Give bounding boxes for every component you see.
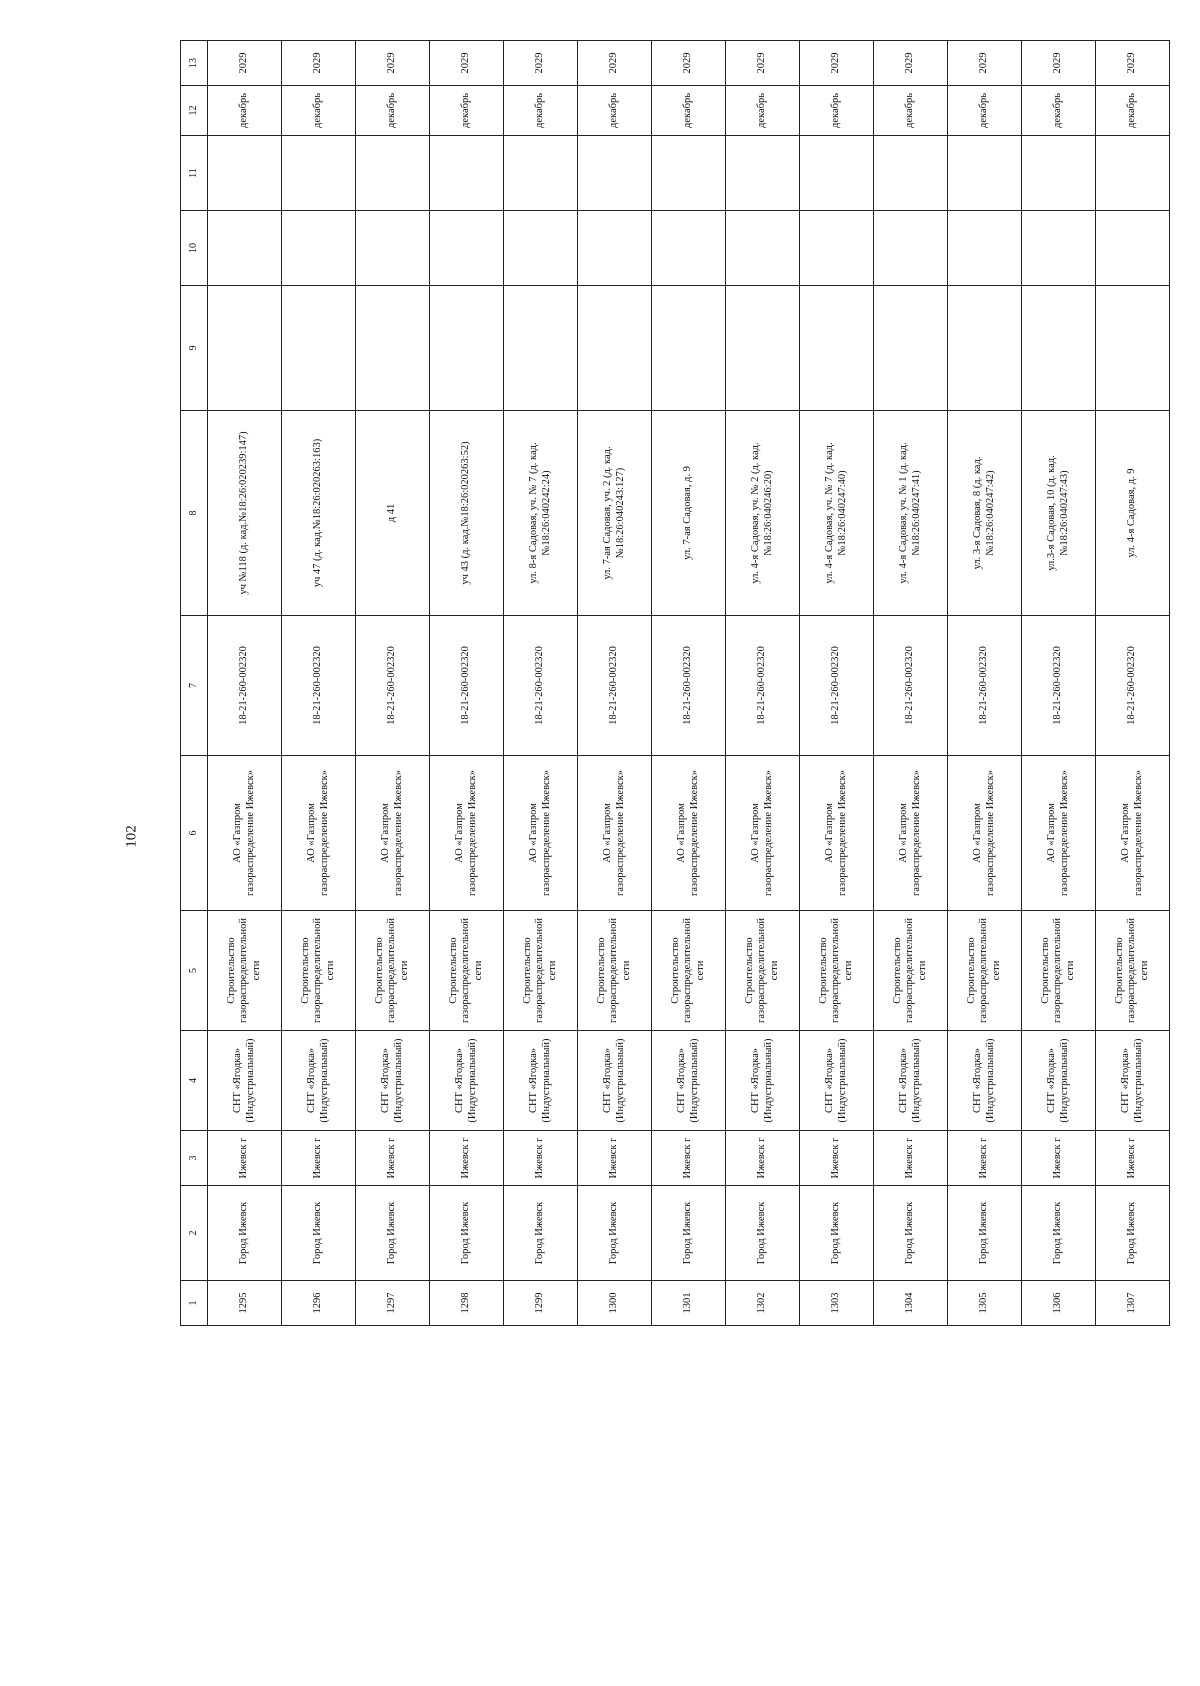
table-cell-col-5: Строительство газораспределительной сети [652, 911, 726, 1031]
table-cell-col-9 [1096, 286, 1170, 411]
table-cell-col-13: 2029 [800, 41, 874, 86]
column-header-8: 8 [181, 411, 208, 616]
table-cell-col-5: Строительство газораспределительной сети [1022, 911, 1096, 1031]
table-cell-col-2: Город Ижевск [430, 1186, 504, 1281]
table-cell-col-2: Город Ижевск [948, 1186, 1022, 1281]
table-cell-col-9 [948, 286, 1022, 411]
table-cell-col-5: Строительство газораспределительной сети [504, 911, 578, 1031]
table-cell-col-2: Город Ижевск [504, 1186, 578, 1281]
table-cell-col-6: АО «Газпром газораспределение Ижевск» [208, 756, 282, 911]
table-cell-col-3: Ижевск г [1096, 1131, 1170, 1186]
table-cell-col-8: ул. 8-я Садовая, уч. № 7 (д. кад.№18:26:040242:24) [504, 411, 578, 616]
table-cell-col-6: АО «Газпром газораспределение Ижевск» [282, 756, 356, 911]
table-cell-col-8: уч 47 (д. кад.№18:26:020263:163) [282, 411, 356, 616]
table-cell-col-11 [282, 136, 356, 211]
table-cell-col-4: СНТ «Ягодка» (Индустриальный) [800, 1031, 874, 1131]
table-cell-col-7: 18-21-260-002320 [578, 616, 652, 756]
table-cell-col-3: Ижевск г [282, 1131, 356, 1186]
table-cell-col-6: АО «Газпром газораспределение Ижевск» [430, 756, 504, 911]
table-cell-col-8: ул. 3-я Садовая, 8 (д. кад.№18:26:040247:42) [948, 411, 1022, 616]
table-cell-col-7: 18-21-260-002320 [800, 616, 874, 756]
table-cell-col-1: 1306 [1022, 1281, 1096, 1326]
table-cell-col-10 [1022, 211, 1096, 286]
table-cell-col-1: 1307 [1096, 1281, 1170, 1326]
table-cell-col-8: ул. 4-я Садовая, д. 9 [1096, 411, 1170, 616]
table-cell-col-4: СНТ «Ягодка» (Индустриальный) [504, 1031, 578, 1131]
table-cell-col-11 [800, 136, 874, 211]
table-cell-col-3: Ижевск г [430, 1131, 504, 1186]
table-cell-col-5: Строительство газораспределительной сети [356, 911, 430, 1031]
column-header-1: 1 [181, 1281, 208, 1326]
table-cell-col-13: 2029 [948, 41, 1022, 86]
table-cell-col-1: 1297 [356, 1281, 430, 1326]
table-cell-col-2: Город Ижевск [652, 1186, 726, 1281]
table-cell-col-7: 18-21-260-002320 [504, 616, 578, 756]
table-cell-col-12: декабрь [726, 86, 800, 136]
table-row [948, 41, 1022, 1326]
table-cell-col-8: ул. 7-ая Садовая, д. 9 [652, 411, 726, 616]
table-cell-col-6: АО «Газпром газораспределение Ижевск» [652, 756, 726, 911]
table-cell-col-3: Ижевск г [578, 1131, 652, 1186]
table-cell-col-4: СНТ «Ягодка» (Индустриальный) [282, 1031, 356, 1131]
table-cell-col-5: Строительство газораспределительной сети [578, 911, 652, 1031]
table-cell-col-11 [874, 136, 948, 211]
table-row [652, 41, 726, 1326]
table-cell-col-3: Ижевск г [874, 1131, 948, 1186]
table-cell-col-9 [652, 286, 726, 411]
table-cell-col-4: СНТ «Ягодка» (Индустриальный) [578, 1031, 652, 1131]
table-cell-col-12: декабрь [578, 86, 652, 136]
table-cell-col-13: 2029 [356, 41, 430, 86]
table-cell-col-13: 2029 [504, 41, 578, 86]
table-cell-col-5: Строительство газораспределительной сети [208, 911, 282, 1031]
table-cell-col-2: Город Ижевск [874, 1186, 948, 1281]
table-cell-col-12: декабрь [1096, 86, 1170, 136]
table-cell-col-3: Ижевск г [1022, 1131, 1096, 1186]
table-row [504, 41, 578, 1326]
column-header-10: 10 [181, 211, 208, 286]
column-header-5: 5 [181, 911, 208, 1031]
table-cell-col-7: 18-21-260-002320 [726, 616, 800, 756]
table-row [874, 41, 948, 1326]
table-cell-col-13: 2029 [874, 41, 948, 86]
table-cell-col-10 [282, 211, 356, 286]
table-cell-col-9 [578, 286, 652, 411]
table-row [1022, 41, 1096, 1326]
table-cell-col-1: 1295 [208, 1281, 282, 1326]
table-cell-col-3: Ижевск г [800, 1131, 874, 1186]
header-row [181, 41, 208, 1326]
table-cell-col-11 [652, 136, 726, 211]
table-cell-col-12: декабрь [282, 86, 356, 136]
table-container [180, 52, 1150, 1326]
column-header-6: 6 [181, 756, 208, 911]
table-cell-col-4: СНТ «Ягодка» (Индустриальный) [948, 1031, 1022, 1131]
table-row [800, 41, 874, 1326]
table-cell-col-5: Строительство газораспределительной сети [1096, 911, 1170, 1031]
table-cell-col-2: Город Ижевск [726, 1186, 800, 1281]
table-cell-col-10 [578, 211, 652, 286]
table-cell-col-9 [1022, 286, 1096, 411]
table-cell-col-12: декабрь [800, 86, 874, 136]
table-cell-col-13: 2029 [578, 41, 652, 86]
table-cell-col-7: 18-21-260-002320 [208, 616, 282, 756]
table-cell-col-2: Город Ижевск [1096, 1186, 1170, 1281]
table-cell-col-9 [726, 286, 800, 411]
table-row [208, 41, 282, 1326]
table-cell-col-8: уч №118 (д. кад.№18:26:020239:147) [208, 411, 282, 616]
table-cell-col-1: 1299 [504, 1281, 578, 1326]
column-header-13: 13 [181, 41, 208, 86]
table-cell-col-10 [652, 211, 726, 286]
table-body [208, 41, 1170, 1326]
table-cell-col-10 [430, 211, 504, 286]
table-cell-col-12: декабрь [652, 86, 726, 136]
table-cell-col-6: АО «Газпром газораспределение Ижевск» [578, 756, 652, 911]
table-cell-col-7: 18-21-260-002320 [948, 616, 1022, 756]
table-cell-col-5: Строительство газораспределительной сети [430, 911, 504, 1031]
table-cell-col-3: Ижевск г [652, 1131, 726, 1186]
table-cell-col-2: Город Ижевск [1022, 1186, 1096, 1281]
table-cell-col-13: 2029 [1096, 41, 1170, 86]
table-cell-col-7: 18-21-260-002320 [430, 616, 504, 756]
table-cell-col-8: уч 43 (д. кад.№18:26:020263:52) [430, 411, 504, 616]
table-cell-col-5: Строительство газораспределительной сети [948, 911, 1022, 1031]
table-cell-col-4: СНТ «Ягодка» (Индустриальный) [726, 1031, 800, 1131]
page-number: 102 [123, 825, 140, 848]
table-cell-col-12: декабрь [356, 86, 430, 136]
column-header-9: 9 [181, 286, 208, 411]
table-cell-col-1: 1296 [282, 1281, 356, 1326]
column-header-11: 11 [181, 136, 208, 211]
table-cell-col-10 [1096, 211, 1170, 286]
table-cell-col-11 [356, 136, 430, 211]
table-row [578, 41, 652, 1326]
table-cell-col-5: Строительство газораспределительной сети [874, 911, 948, 1031]
table-cell-col-4: СНТ «Ягодка» (Индустриальный) [208, 1031, 282, 1131]
table-cell-col-10 [504, 211, 578, 286]
table-cell-col-11 [1096, 136, 1170, 211]
table-cell-col-3: Ижевск г [948, 1131, 1022, 1186]
table-cell-col-8: ул. 4-я Садовая, уч. № 1 (д. кад.№18:26:040247:41) [874, 411, 948, 616]
table-cell-col-4: СНТ «Ягодка» (Индустриальный) [652, 1031, 726, 1131]
table-cell-col-1: 1302 [726, 1281, 800, 1326]
column-header-2: 2 [181, 1186, 208, 1281]
table-cell-col-3: Ижевск г [726, 1131, 800, 1186]
table-cell-col-8: ул.3-я Садовая, 10 (д. кад.№18:26:040247:43) [1022, 411, 1096, 616]
table-cell-col-2: Город Ижевск [800, 1186, 874, 1281]
table-cell-col-6: АО «Газпром газораспределение Ижевск» [1096, 756, 1170, 911]
table-cell-col-13: 2029 [282, 41, 356, 86]
table-cell-col-4: СНТ «Ягодка» (Индустриальный) [874, 1031, 948, 1131]
table-cell-col-9 [504, 286, 578, 411]
table-row [282, 41, 356, 1326]
table-cell-col-5: Строительство газораспределительной сети [726, 911, 800, 1031]
table-cell-col-1: 1303 [800, 1281, 874, 1326]
table-cell-col-1: 1305 [948, 1281, 1022, 1326]
table-cell-col-13: 2029 [430, 41, 504, 86]
table-cell-col-4: СНТ «Ягодка» (Индустриальный) [1022, 1031, 1096, 1131]
table-row [726, 41, 800, 1326]
table-cell-col-7: 18-21-260-002320 [282, 616, 356, 756]
table-cell-col-2: Город Ижевск [282, 1186, 356, 1281]
table-cell-col-5: Строительство газораспределительной сети [282, 911, 356, 1031]
table-cell-col-7: 18-21-260-002320 [1022, 616, 1096, 756]
table-cell-col-5: Строительство газораспределительной сети [800, 911, 874, 1031]
table-cell-col-10 [800, 211, 874, 286]
table-cell-col-9 [874, 286, 948, 411]
table-cell-col-9 [282, 286, 356, 411]
table-cell-col-3: Ижевск г [504, 1131, 578, 1186]
table-cell-col-4: СНТ «Ягодка» (Индустриальный) [430, 1031, 504, 1131]
table-cell-col-11 [578, 136, 652, 211]
table-cell-col-7: 18-21-260-002320 [652, 616, 726, 756]
table-cell-col-9 [800, 286, 874, 411]
table-cell-col-12: декабрь [948, 86, 1022, 136]
table-cell-col-1: 1304 [874, 1281, 948, 1326]
table-cell-col-2: Город Ижевск [356, 1186, 430, 1281]
table-cell-col-8: д 41 [356, 411, 430, 616]
table-cell-col-8: ул. 4-я Садовая, уч. № 2 (д. кад.№18:26:040246:20) [726, 411, 800, 616]
column-header-4: 4 [181, 1031, 208, 1131]
table-cell-col-6: АО «Газпром газораспределение Ижевск» [874, 756, 948, 911]
table-header [181, 41, 208, 1326]
table-cell-col-6: АО «Газпром газораспределение Ижевск» [356, 756, 430, 911]
table-cell-col-6: АО «Газпром газораспределение Ижевск» [1022, 756, 1096, 911]
table-cell-col-1: 1300 [578, 1281, 652, 1326]
table-cell-col-9 [356, 286, 430, 411]
table-cell-col-7: 18-21-260-002320 [874, 616, 948, 756]
table-cell-col-10 [356, 211, 430, 286]
table-cell-col-1: 1301 [652, 1281, 726, 1326]
data-table [180, 40, 1170, 1326]
table-cell-col-10 [874, 211, 948, 286]
table-cell-col-3: Ижевск г [208, 1131, 282, 1186]
table-cell-col-12: декабрь [504, 86, 578, 136]
table-cell-col-10 [208, 211, 282, 286]
table-cell-col-2: Город Ижевск [578, 1186, 652, 1281]
table-cell-col-12: декабрь [208, 86, 282, 136]
table-cell-col-9 [430, 286, 504, 411]
table-cell-col-7: 18-21-260-002320 [356, 616, 430, 756]
table-cell-col-1: 1298 [430, 1281, 504, 1326]
table-cell-col-10 [726, 211, 800, 286]
table-cell-col-12: декабрь [430, 86, 504, 136]
table-cell-col-11 [948, 136, 1022, 211]
table-cell-col-2: Город Ижевск [208, 1186, 282, 1281]
table-cell-col-4: СНТ «Ягодка» (Индустриальный) [1096, 1031, 1170, 1131]
table-cell-col-11 [208, 136, 282, 211]
table-row [430, 41, 504, 1326]
table-cell-col-6: АО «Газпром газораспределение Ижевск» [800, 756, 874, 911]
table-cell-col-6: АО «Газпром газораспределение Ижевск» [504, 756, 578, 911]
table-cell-col-6: АО «Газпром газораспределение Ижевск» [726, 756, 800, 911]
table-cell-col-11 [430, 136, 504, 211]
table-cell-col-13: 2029 [726, 41, 800, 86]
table-cell-col-6: АО «Газпром газораспределение Ижевск» [948, 756, 1022, 911]
table-cell-col-13: 2029 [208, 41, 282, 86]
column-header-7: 7 [181, 616, 208, 756]
table-cell-col-8: ул. 7-ая Садовая, уч. 2 (д. кад.№18:26:040243:127) [578, 411, 652, 616]
table-cell-col-3: Ижевск г [356, 1131, 430, 1186]
table-cell-col-13: 2029 [652, 41, 726, 86]
table-cell-col-12: декабрь [1022, 86, 1096, 136]
table-cell-col-7: 18-21-260-002320 [1096, 616, 1170, 756]
table-cell-col-11 [1022, 136, 1096, 211]
table-cell-col-11 [726, 136, 800, 211]
table-row [356, 41, 430, 1326]
table-cell-col-10 [948, 211, 1022, 286]
table-row [1096, 41, 1170, 1326]
table-cell-col-11 [504, 136, 578, 211]
column-header-12: 12 [181, 86, 208, 136]
column-header-3: 3 [181, 1131, 208, 1186]
table-cell-col-8: ул. 4-я Садовая, уч. № 7 (д. кад.№18:26:040247:40) [800, 411, 874, 616]
table-cell-col-9 [208, 286, 282, 411]
table-cell-col-13: 2029 [1022, 41, 1096, 86]
table-cell-col-12: декабрь [874, 86, 948, 136]
table-cell-col-4: СНТ «Ягодка» (Индустриальный) [356, 1031, 430, 1131]
